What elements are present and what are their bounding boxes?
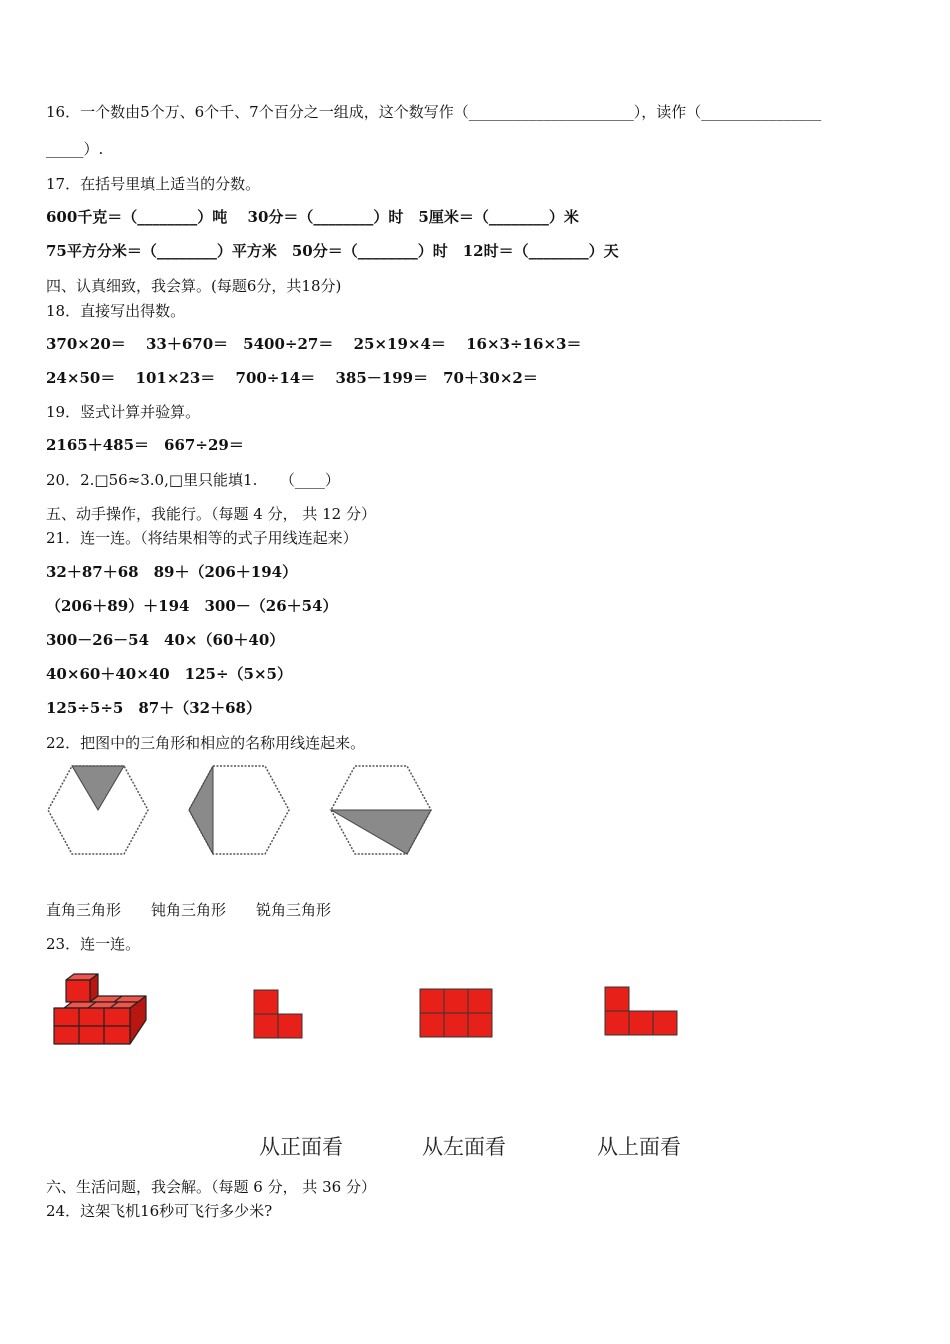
q20-text: 20．2.□56≈3.0,□里只能填1. （____）: [46, 471, 340, 489]
q21-row-5: 125÷5÷5 87＋（32＋68）: [46, 699, 261, 717]
section4-heading: 四、认真细致，我会算。(每题6分，共18分): [46, 277, 342, 295]
q18-row2: 24×50＝ 101×23＝ 700÷14＝ 385－199＝ 70＋30×2＝: [46, 369, 538, 387]
view-label-left: 从左面看: [422, 1135, 506, 1159]
hexagon-figure-3: [329, 764, 433, 858]
q17-title: 17．在括号里填上适当的分数。: [46, 175, 261, 193]
hexagon-figure-1: [46, 764, 150, 858]
q18-row1: 370×20＝ 33＋670＝ 5400÷27＝ 25×19×4＝ 16×3÷16×3＝: [46, 335, 582, 353]
view-shape-l: [253, 989, 305, 1041]
section6-heading: 六、生活问题，我会解。（每题 6 分， 共 36 分）: [46, 1178, 376, 1196]
q24-title: 24．这架飞机16秒可飞行多少米?: [46, 1202, 273, 1220]
q18-title: 18．直接写出得数。: [46, 302, 186, 320]
shaded-triangle-2: [189, 766, 213, 854]
section5-heading: 五、动手操作，我能行。（每题 4 分， 共 12 分）: [46, 505, 376, 523]
q21-row-3: 300－26－54 40×（60＋40）: [46, 631, 285, 649]
hexagon-figure-2: [187, 764, 291, 858]
q21-title: 21．连一连。（将结果相等的式子用线连起来）: [46, 529, 358, 547]
q22-triangle-labels: 直角三角形 钝角三角形 锐角三角形: [46, 901, 332, 919]
q19-title: 19．竖式计算并验算。: [46, 403, 201, 421]
q23-title: 23．连一连。: [46, 935, 141, 953]
view-label-top: 从上面看: [597, 1135, 681, 1159]
q21-row-2: （206＋89）＋194 300－（26＋54）: [46, 597, 338, 615]
view-shape-grid: [419, 988, 495, 1040]
q19-row1: 2165＋485＝ 667÷29＝: [46, 436, 244, 454]
q17-row2: 75平方分米＝（________）平方米 50分＝（________）时 12时＝（________）天: [46, 242, 619, 260]
q22-title: 22．把图中的三角形和相应的名称用线连起来。: [46, 734, 366, 752]
view-label-front: 从正面看: [259, 1135, 343, 1159]
view-shape-long-l: [604, 986, 682, 1038]
q16-line1: 16．一个数由5个万、6个千、7个百分之一组成，这个数写作（______________________），读作（________________: [46, 103, 822, 121]
q21-row-4: 40×60＋40×40 125÷（5×5）: [46, 665, 292, 683]
q16-line2: _____）.: [46, 140, 104, 158]
q21-row-1: 32＋87＋68 89＋（206＋194）: [46, 563, 298, 581]
cube-stack-figure: [52, 972, 152, 1048]
q17-row1: 600千克＝（________）吨 30分＝（________）时 5厘米＝（________）米: [46, 208, 579, 226]
